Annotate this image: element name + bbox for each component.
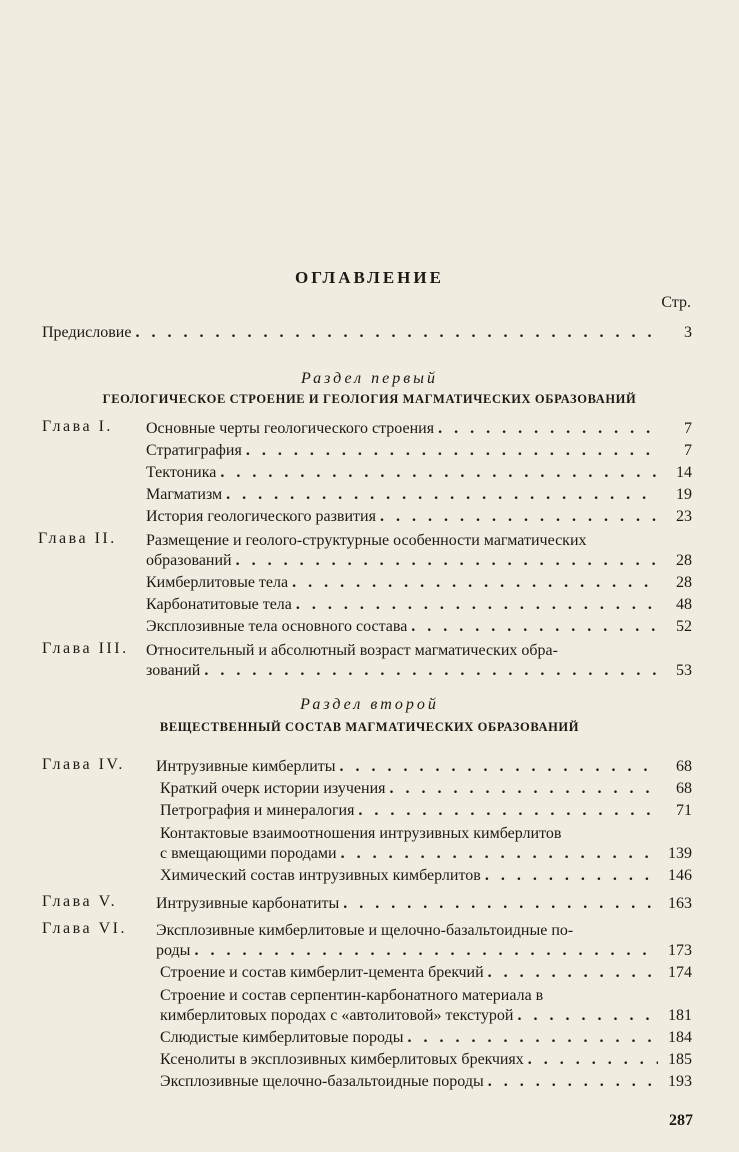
toc-entry-chapter[interactable] — [156, 940, 692, 961]
entry-title-line: Строение и состав серпентин-карбонатного материала в — [160, 987, 544, 1004]
entry-title: Ксенолиты в эксплозивных кимберлитовых брекчиях — [160, 1051, 524, 1068]
toc-entry-chapter[interactable] — [156, 756, 692, 777]
entry-page: 3 — [684, 324, 692, 341]
entry-page: 71 — [676, 802, 692, 819]
leader-dots — [292, 572, 658, 593]
entry-page: 48 — [676, 596, 692, 613]
toc-entry[interactable] — [160, 800, 692, 821]
toc-entry[interactable] — [160, 1049, 692, 1070]
entry-title: Строение и состав кимберлит-цемента брекчий — [160, 964, 484, 981]
leader-dots — [528, 1049, 658, 1070]
entry-page: 23 — [676, 508, 692, 525]
entry-page: 14 — [676, 464, 692, 481]
entry-title: История геологического развития — [146, 508, 376, 525]
entry-page: 68 — [676, 780, 692, 797]
chapter-label: Глава V. — [42, 893, 118, 910]
toc-entry[interactable] — [160, 778, 692, 799]
part-label: Раздел первый — [300, 370, 439, 387]
toc-entry-chapter[interactable] — [146, 660, 692, 681]
entry-page: 185 — [668, 1051, 692, 1068]
entry-page: 173 — [668, 942, 692, 959]
leader-dots — [517, 1005, 658, 1026]
page-column-label: Стр. — [661, 294, 691, 311]
toc-entry[interactable] — [146, 440, 692, 461]
leader-dots — [358, 800, 658, 821]
entry-title: Стратиграфия — [146, 442, 242, 459]
entry-title: с вмещающими породами — [160, 845, 337, 862]
chapter-title-line: Относительный и абсолютный возраст магматических обра- — [146, 642, 558, 659]
entry-page: 193 — [668, 1073, 692, 1090]
entry-page: 174 — [668, 964, 692, 981]
entry-title: Краткий очерк истории изучения — [160, 780, 386, 797]
entry-page: 7 — [684, 420, 692, 437]
entry-page: 28 — [676, 552, 692, 569]
toc-entry[interactable] — [146, 594, 692, 615]
entry-page: 184 — [668, 1029, 692, 1046]
leader-dots — [407, 1027, 658, 1048]
page-number: 287 — [669, 1112, 693, 1129]
entry-title: Магматизм — [146, 486, 223, 503]
part-heading: ВЕЩЕСТВЕННЫЙ СОСТАВ МАГМАТИЧЕСКИХ ОБРАЗОВАНИЙ — [159, 720, 580, 734]
leader-dots — [226, 484, 658, 505]
entry-title: кимберлитовых породах с «автолитовой» текстурой — [160, 1007, 514, 1024]
toc-entry-preface[interactable] — [42, 322, 692, 343]
entry-title: Химический состав интрузивных кимберлитов — [160, 867, 481, 884]
chapter-title-line: Эксплозивные кимберлитовые и щелочно-базальтоидные по- — [156, 922, 574, 939]
entry-page: 68 — [676, 758, 692, 775]
entry-title-line: Контактовые взаимоотношения интрузивных кимберлитов — [160, 825, 562, 842]
entry-title: Петрография и минералогия — [160, 802, 355, 819]
leader-dots — [343, 893, 658, 914]
chapter-label: Глава II. — [38, 530, 117, 547]
leader-dots — [220, 462, 658, 483]
toc-entry[interactable] — [146, 616, 692, 637]
leader-dots — [340, 756, 658, 777]
entry-page: 146 — [668, 867, 692, 884]
entry-title: Кимберлитовые тела — [146, 574, 289, 591]
toc-entry[interactable] — [160, 843, 692, 864]
entry-title: Интрузивные карбонатиты — [156, 895, 340, 912]
entry-page: 28 — [676, 574, 692, 591]
toc-entry-chapter[interactable] — [146, 418, 692, 439]
leader-dots — [236, 550, 658, 571]
leader-dots — [380, 506, 658, 527]
entry-title: Слюдистые кимберлитовые породы — [160, 1029, 404, 1046]
chapter-title-line: Размещение и геолого-структурные особенности магматических — [146, 532, 587, 549]
entry-title: Эксплозивные щелочно-базальтоидные породы — [160, 1073, 484, 1090]
toc-entry[interactable] — [146, 506, 692, 527]
chapter-label: Глава IV. — [42, 756, 125, 773]
entry-title: роды — [156, 942, 191, 959]
entry-page: 181 — [668, 1007, 692, 1024]
entry-page: 163 — [668, 895, 692, 912]
entry-page: 139 — [668, 845, 692, 862]
entry-title: зований — [146, 662, 201, 679]
toc-entry-chapter[interactable] — [156, 893, 692, 914]
entry-title: Тектоника — [146, 464, 217, 481]
toc-entry-chapter[interactable] — [146, 550, 692, 571]
leader-dots — [411, 616, 658, 637]
entry-title: Карбонатитовые тела — [146, 596, 292, 613]
leader-dots — [485, 865, 658, 886]
leader-dots — [438, 418, 658, 439]
toc-entry[interactable] — [160, 865, 692, 886]
leader-dots — [135, 322, 658, 343]
leader-dots — [194, 940, 658, 961]
entry-page: 19 — [676, 486, 692, 503]
leader-dots — [296, 594, 658, 615]
page-title: ОГЛАВЛЕНИЕ — [295, 268, 444, 287]
chapter-label: Глава III. — [42, 640, 129, 657]
chapter-label: Глава VI. — [42, 920, 127, 937]
leader-dots — [204, 660, 658, 681]
entry-title: Эксплозивные тела основного состава — [146, 618, 408, 635]
entry-title: Основные черты геологического строения — [146, 420, 435, 437]
part-label: Раздел второй — [300, 696, 439, 713]
entry-title: Предисловие — [42, 324, 132, 341]
entry-page: 52 — [676, 618, 692, 635]
toc-entry[interactable] — [160, 1027, 692, 1048]
entry-page: 53 — [676, 662, 692, 679]
leader-dots — [246, 440, 658, 461]
entry-title: Интрузивные кимберлиты — [156, 758, 336, 775]
leader-dots — [488, 962, 658, 983]
toc-entry[interactable] — [160, 1005, 692, 1026]
toc-entry[interactable] — [160, 962, 692, 983]
toc-entry[interactable] — [146, 572, 692, 593]
leader-dots — [390, 778, 658, 799]
entry-title: образований — [146, 552, 232, 569]
part-heading: ГЕОЛОГИЧЕСКОЕ СТРОЕНИЕ И ГЕОЛОГИЯ МАГМАТИЧЕСКИХ ОБРАЗОВАНИЙ — [102, 392, 637, 406]
toc-entry[interactable] — [146, 462, 692, 483]
leader-dots — [341, 843, 658, 864]
chapter-label: Глава I. — [42, 418, 113, 435]
leader-dots — [488, 1071, 658, 1092]
entry-page: 7 — [684, 442, 692, 459]
toc-entry[interactable] — [160, 1071, 692, 1092]
toc-entry[interactable] — [146, 484, 692, 505]
